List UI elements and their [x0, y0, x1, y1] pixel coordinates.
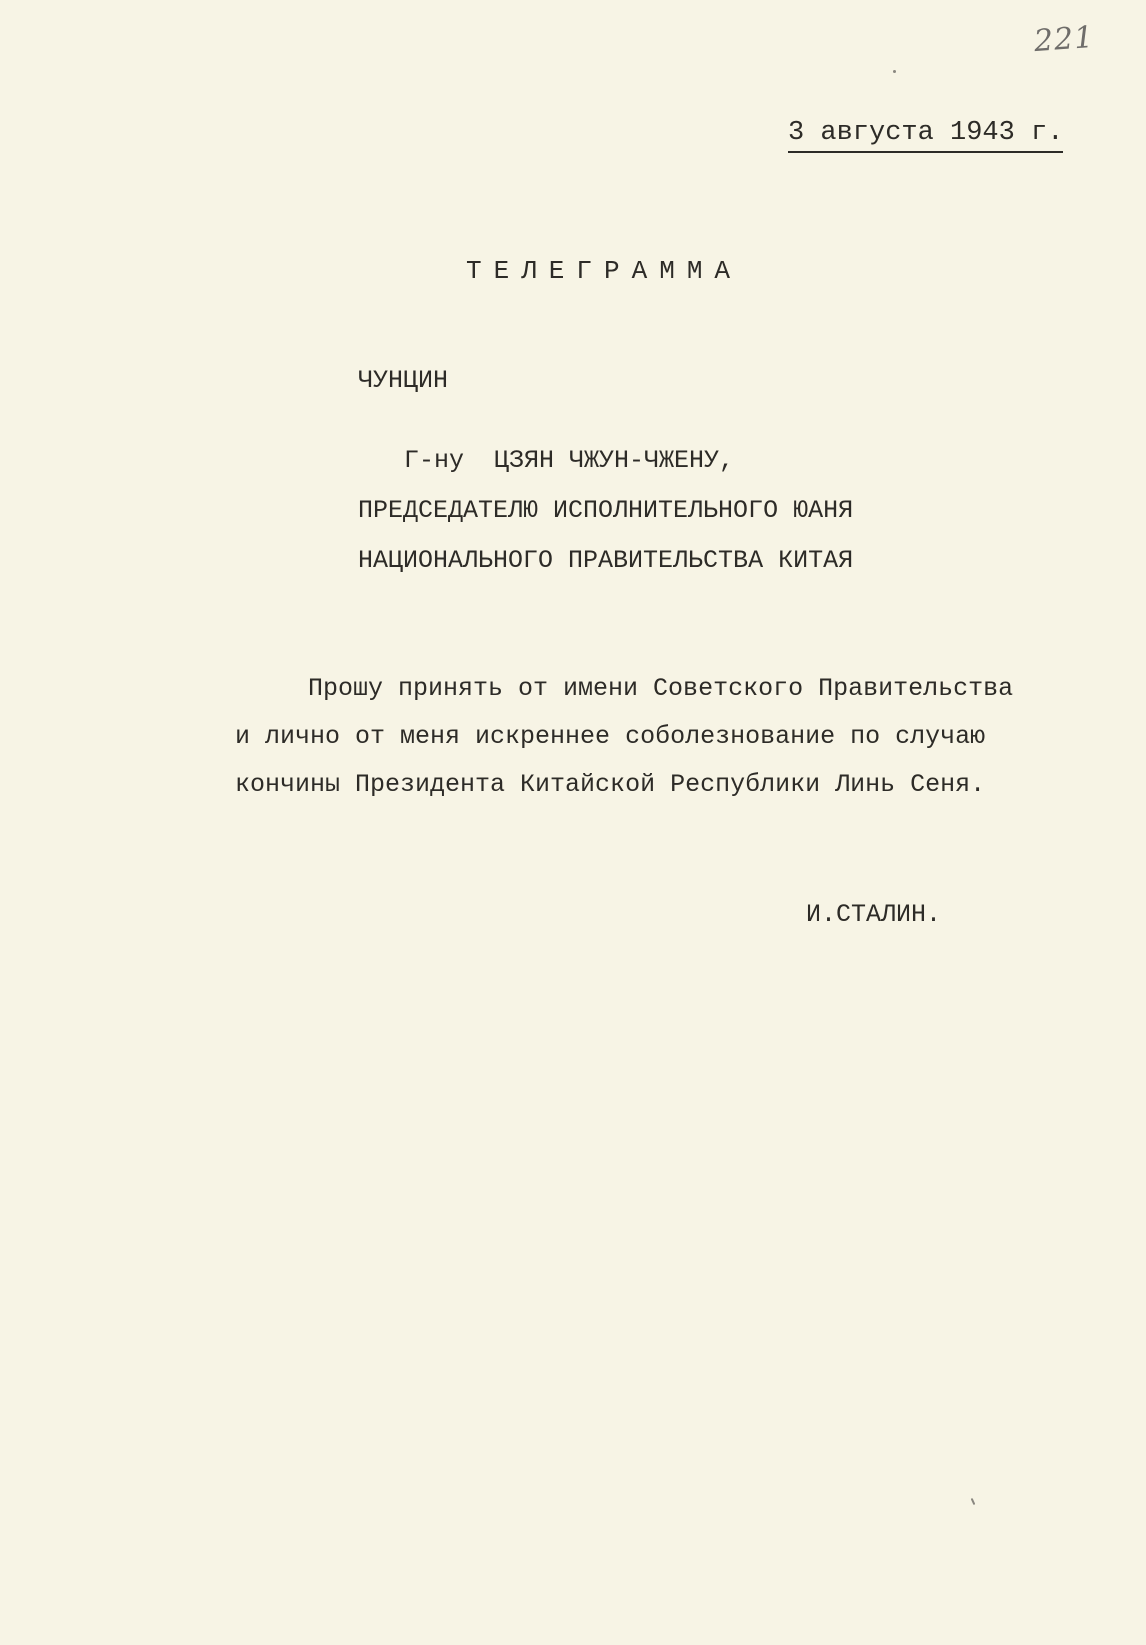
destination-city: ЧУНЦИН	[358, 366, 449, 395]
addressee-line: Г-ну ЦЗЯН ЧЖУН-ЧЖЕНУ,	[404, 446, 735, 475]
body-text-line: Прошу принять от имени Советского Правительства	[308, 674, 1014, 703]
paper-speck	[893, 70, 896, 73]
folio-number: 221	[1032, 19, 1096, 60]
body-text-line: и лично от меня искреннее соболезнование по случаю	[235, 722, 986, 751]
addressee-line: ПРЕДСЕДАТЕЛЮ ИСПОЛНИТЕЛЬНОГО ЮАНЯ	[358, 496, 854, 525]
body-text-line: кончины Президента Китайской Республики Линь Сеня.	[235, 770, 986, 799]
addressee-line: НАЦИОНАЛЬНОГО ПРАВИТЕЛЬСТВА КИТАЯ	[358, 546, 854, 575]
document-title: ТЕЛЕГРАММА	[466, 256, 743, 286]
signature: И.СТАЛИН.	[806, 900, 942, 929]
paper-speck	[971, 1498, 976, 1505]
document-date: 3 августа 1943 г.	[788, 118, 1063, 153]
